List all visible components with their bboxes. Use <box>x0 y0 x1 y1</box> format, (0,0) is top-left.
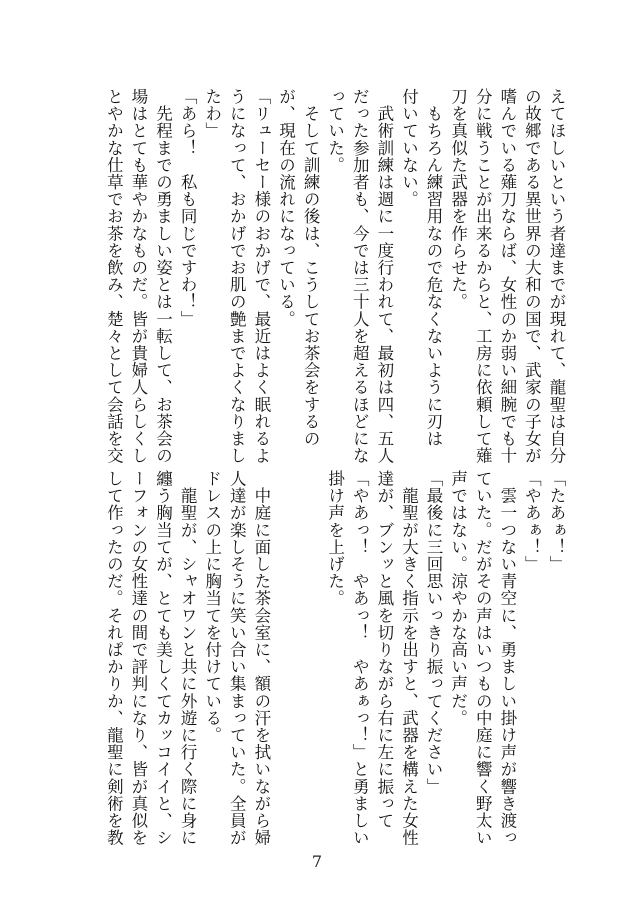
text-column: 「たあぁ！」 <box>547 470 566 573</box>
text-column: とやかな仕草でお茶を飲み、楚々として会話を交 <box>104 88 124 465</box>
text-column: 声ではない。涼やかな高い声だ。 <box>448 470 468 727</box>
text-column: 中庭に面した茶会室に、額の汗を拭いながら婦 <box>251 470 271 847</box>
text-column: ーフォンの女性達の間で評判になり、皆が真似を <box>128 470 148 847</box>
text-column: だった参加者も、今では三十人を超えるほどにな <box>350 88 370 465</box>
upper-text-block <box>101 88 568 465</box>
text-column: うになって、おかげでお肌の艶までよくなりまし <box>227 88 247 465</box>
text-column: ドレスの上に胸当てを付けている。 <box>202 470 222 744</box>
text-column: 纏う胸当てが、とても美しくてカッコイイと、シ <box>153 470 173 847</box>
text-column: 人達が楽しそうに笑い合い集まっていた。全員が <box>227 470 247 847</box>
text-column: の故郷である異世界の大和の国で、武家の子女が <box>522 88 542 465</box>
text-column: っていた。 <box>325 88 345 174</box>
text-column: 掛け声を上げた。 <box>325 470 345 607</box>
text-column: ていた。だがその声はいつもの中庭に響く野太い <box>473 470 493 847</box>
lower-text-block <box>101 470 568 847</box>
text-column: 「やあぁ！」 <box>522 470 542 573</box>
text-column: 「やあっ！ やあっ！ やあぁっ！」と勇ましい <box>350 470 370 847</box>
text-column: して作ったのだ。それぱかりか、龍聖に剣術を教 <box>104 470 124 847</box>
text-column: 嗜んでいる薙刀ならば、女性のか弱い細腕でも十 <box>497 88 517 465</box>
text-column: もちろん練習用なので危なくないように刃は <box>424 88 444 448</box>
text-column: えてほしいという者達までが現れて、龍聖は自分 <box>547 88 566 465</box>
page-number: 7 <box>311 852 323 871</box>
text-column: 達が、ブンッと風を切りながら右に左に振って <box>374 470 394 830</box>
text-column <box>273 470 298 820</box>
text-column: 付いていない。 <box>399 88 419 208</box>
text-column: 雲一つない青空に、勇ましい掛け声が響き渡っ <box>497 470 517 847</box>
text-column <box>297 470 322 820</box>
text-column: 「リューセー様のおかげで、最近はよく眠れるよ <box>251 88 271 465</box>
text-column: 場はとても華やかなものだ。皆が貴婦人らしくし <box>128 88 148 465</box>
text-column: 龍聖が大きく指示を出すと、武器を構えた女性 <box>399 470 419 847</box>
text-column: 「最後に三回思いっきり振ってください」 <box>424 470 444 795</box>
text-column: 武術訓練は週に一度行われて、最初は四、五人 <box>374 88 394 465</box>
text-column: 刀を真似た武器を作らせた。 <box>448 88 468 311</box>
text-column: 分に戦うことが出来るからと、工房に依頼して薙 <box>473 88 493 465</box>
text-column: そして訓練の後は、こうしてお茶会をするの <box>301 88 321 448</box>
text-column: 龍聖が、シャオワンと共に外遊に行く際に身に <box>178 470 198 847</box>
text-column: たわ」 <box>202 88 222 140</box>
text-column: 先程までの勇ましい姿とは一転して、お茶会の <box>153 88 173 465</box>
text-column: 「あら！ 私も同じですわ！」 <box>178 88 198 328</box>
text-column: が、現在の流れになっている。 <box>276 88 296 328</box>
